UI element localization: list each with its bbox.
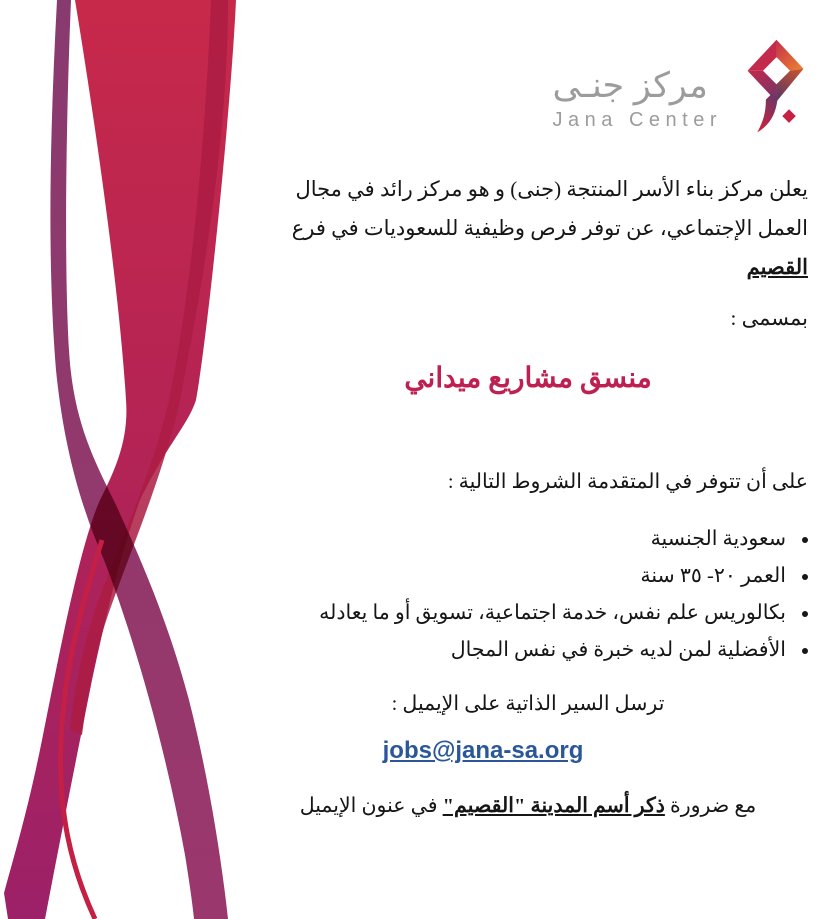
note-text-before: مع ضرورة [664, 795, 757, 817]
conditions-list [248, 521, 808, 669]
note-highlight: ذكر أسم المدينة "القصيم" [442, 795, 665, 817]
position-label: بمسمى : [730, 306, 808, 330]
note-line [248, 787, 808, 825]
intro-text: يعلن مركز بناء الأسر المنتجة (جنى) و هو مركز رائد في مجال العمل الإجتماعي، عن توفر فرص وظيفية للسعوديات في فرع [291, 177, 808, 240]
decorative-ribbon-graphic [0, 0, 240, 919]
condition-item-degree: • بكالوريس علم نفس، خدمة اجتماعية، تسويق أو ما يعادله [248, 595, 790, 632]
announcement-body [240, 0, 822, 919]
branch-name: القصيم [746, 255, 808, 279]
condition-item-age: • العمر ٢٠- ٣٥ سنة [248, 558, 790, 595]
note-text-after: في عنون الإيميل [299, 795, 443, 817]
condition-item-nationality: • سعودية الجنسية [248, 521, 790, 558]
cv-instruction: ترسل السير الذاتية على الإيميل : [391, 693, 665, 715]
logo-latin-name: Jana Center [552, 109, 722, 131]
logo-arabic-name: مركز جنـى [552, 66, 708, 105]
email-line [203, 737, 763, 765]
intro-paragraph [248, 170, 808, 287]
condition-item-experience: • الأفضلية لمن لديه خبرة في نفس المجال [248, 632, 790, 669]
conditions-heading: على أن تتوفر في المتقدمة الشروط التالية : [447, 471, 808, 493]
job-title: منسق مشاريع ميداني [404, 363, 652, 394]
email-link[interactable]: jobs@jana-sa.org [382, 737, 584, 764]
